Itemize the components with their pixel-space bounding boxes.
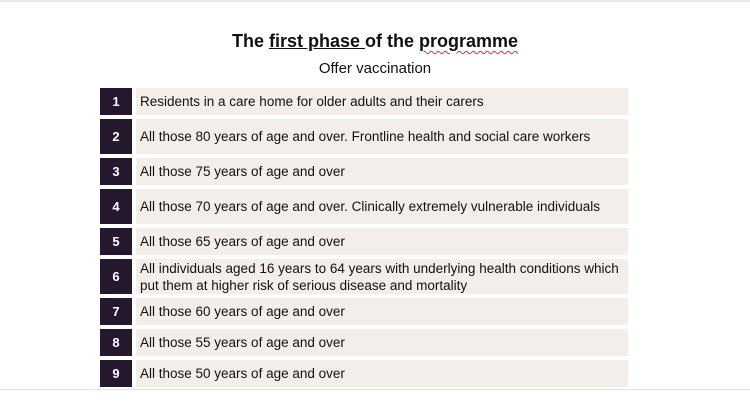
page-title xyxy=(0,30,750,52)
title-part-programme: programme xyxy=(419,31,519,51)
priority-description: All those 50 years of age and over xyxy=(136,360,628,387)
priority-description: All those 75 years of age and over xyxy=(136,158,628,185)
priority-number: 9 xyxy=(100,360,132,387)
table-row xyxy=(100,88,628,115)
priority-number: 3 xyxy=(100,158,132,185)
top-divider xyxy=(0,0,750,2)
bottom-divider xyxy=(0,389,750,390)
priority-description: All those 60 years of age and over xyxy=(136,298,628,325)
priority-number: 2 xyxy=(100,119,132,154)
priority-description: All those 70 years of age and over. Clinically extremely vulnerable individuals xyxy=(136,189,628,224)
priority-number: 4 xyxy=(100,189,132,224)
table-row xyxy=(100,228,628,255)
table-row xyxy=(100,259,628,294)
priority-number: 8 xyxy=(100,329,132,356)
table-row xyxy=(100,189,628,224)
priority-number: 6 xyxy=(100,259,132,294)
priority-number: 5 xyxy=(100,228,132,255)
table-row xyxy=(100,329,628,356)
table-row xyxy=(100,360,628,387)
priority-description: Residents in a care home for older adults and their carers xyxy=(136,88,628,115)
priority-description: All individuals aged 16 years to 64 years with underlying health conditions which put them at higher risk of serious disease and mortality xyxy=(136,259,628,294)
table-row xyxy=(100,119,628,154)
priority-description: All those 55 years of age and over xyxy=(136,329,628,356)
priority-table xyxy=(100,88,628,391)
priority-description: All those 80 years of age and over. Frontline health and social care workers xyxy=(136,119,628,154)
table-row xyxy=(100,298,628,325)
title-part-of-the: of the xyxy=(365,31,419,51)
title-part-first-phase: first phase xyxy=(268,31,365,51)
priority-number: 7 xyxy=(100,298,132,325)
title-part-the: The xyxy=(231,31,269,51)
priority-description: All those 65 years of age and over xyxy=(136,228,628,255)
page-subtitle: Offer vaccination xyxy=(318,60,432,77)
table-row xyxy=(100,158,628,185)
priority-number: 1 xyxy=(100,88,132,115)
